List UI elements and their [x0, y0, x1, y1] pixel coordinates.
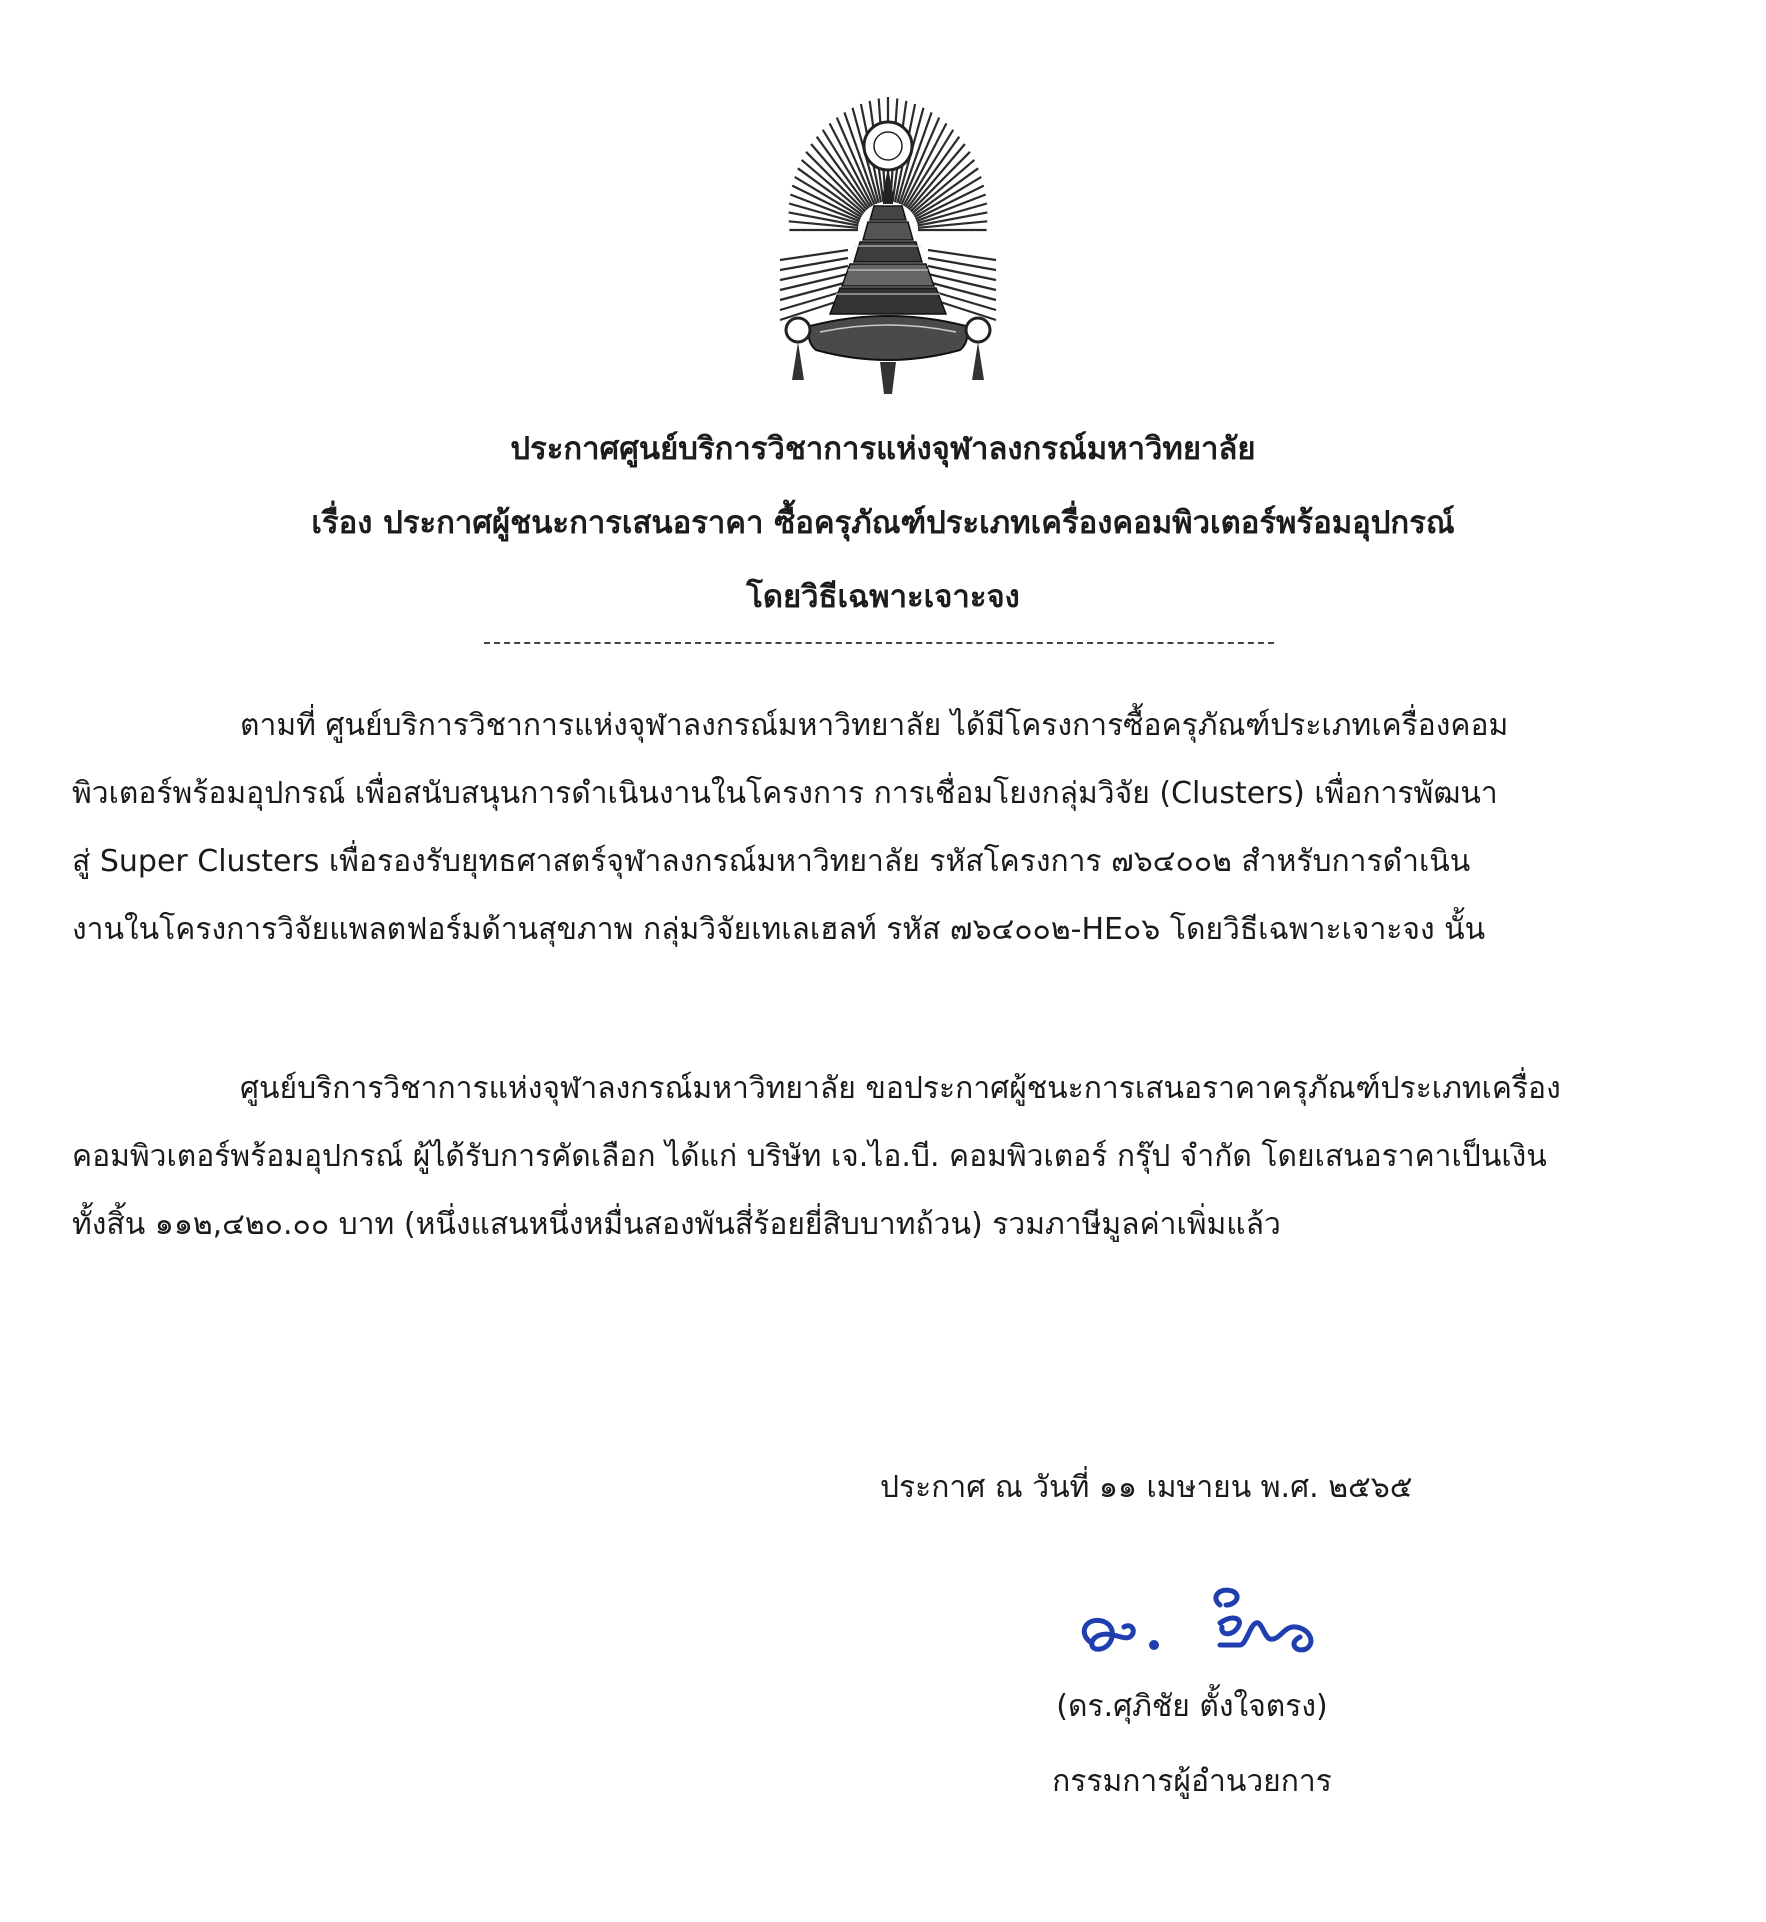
announcement-date: ประกาศ ณ วันที่ ๑๑ เมษายน พ.ศ. ๒๕๖๕ [880, 1470, 1413, 1505]
paragraph-line: ศูนย์บริการวิชาการแห่งจุฬาลงกรณ์มหาวิทยาลัย ขอประกาศผู้ชนะการเสนอราคาครุภัณฑ์ประเภทเครื่อง [240, 1071, 1561, 1106]
chulalongkorn-university-emblem-icon [770, 80, 1006, 400]
signer-title: กรรมการผู้อำนวยการ [1052, 1764, 1332, 1799]
dashed-divider [484, 642, 1274, 644]
paragraph-line: ตามที่ ศูนย์บริการวิชาการแห่งจุฬาลงกรณ์มหาวิทยาลัย ได้มีโครงการซื้อครุภัณฑ์ประเภทเครื่องคอม [240, 708, 1509, 743]
announcement-title: ประกาศศูนย์บริการวิชาการแห่งจุฬาลงกรณ์มหาวิทยาลัย [510, 431, 1256, 467]
announcement-method: โดยวิธีเฉพาะเจาะจง [746, 579, 1020, 615]
paragraph-line: ทั้งสิ้น ๑๑๒,๔๒๐.๐๐ บาท (หนึ่งแสนหนึ่งหมื่นสองพันสี่ร้อยยี่สิบบาทถ้วน) รวมภาษีมูลค่าเพิ่มแล้ว [72, 1207, 1281, 1242]
announcement-title-block [0, 412, 1766, 634]
handwritten-signature-icon [1070, 1565, 1340, 1675]
announcement-subject: เรื่อง ประกาศผู้ชนะการเสนอราคา ซื้อครุภัณฑ์ประเภทเครื่องคอมพิวเตอร์พร้อมอุปกรณ์ [311, 505, 1455, 541]
paragraph-line: คอมพิวเตอร์พร้อมอุปกรณ์ ผู้ได้รับการคัดเลือก ได้แก่ บริษัท เจ.ไอ.บี. คอมพิวเตอร์ กรุ๊ป จำกัด โดยเสนอราคาเป็นเงิน [72, 1139, 1547, 1174]
signer-name: (ดร.ศุภิชัย ตั้งใจตรง) [1056, 1689, 1328, 1724]
paragraph-line: งานในโครงการวิจัยแพลตฟอร์มด้านสุขภาพ กลุ่มวิจัยเทเลเฮลท์ รหัส ๗๖๔๐๐๒-HE๐๖ โดยวิธีเฉพาะเจาะจง นั้น [72, 912, 1486, 947]
paragraph-line: พิวเตอร์พร้อมอุปกรณ์ เพื่อสนับสนุนการดำเนินงานในโครงการ การเชื่อมโยงกลุ่มวิจัย (Clusters) เพื่อการพัฒนา [72, 776, 1498, 811]
paragraph-winner-announcement [72, 1055, 1692, 1259]
paragraph-line: สู่ Super Clusters เพื่อรองรับยุทธศาสตร์จุฬาลงกรณ์มหาวิทยาลัย รหัสโครงการ ๗๖๔๐๐๒ สำหรับการดำเนิน [72, 844, 1471, 879]
paragraph-background [72, 692, 1692, 964]
